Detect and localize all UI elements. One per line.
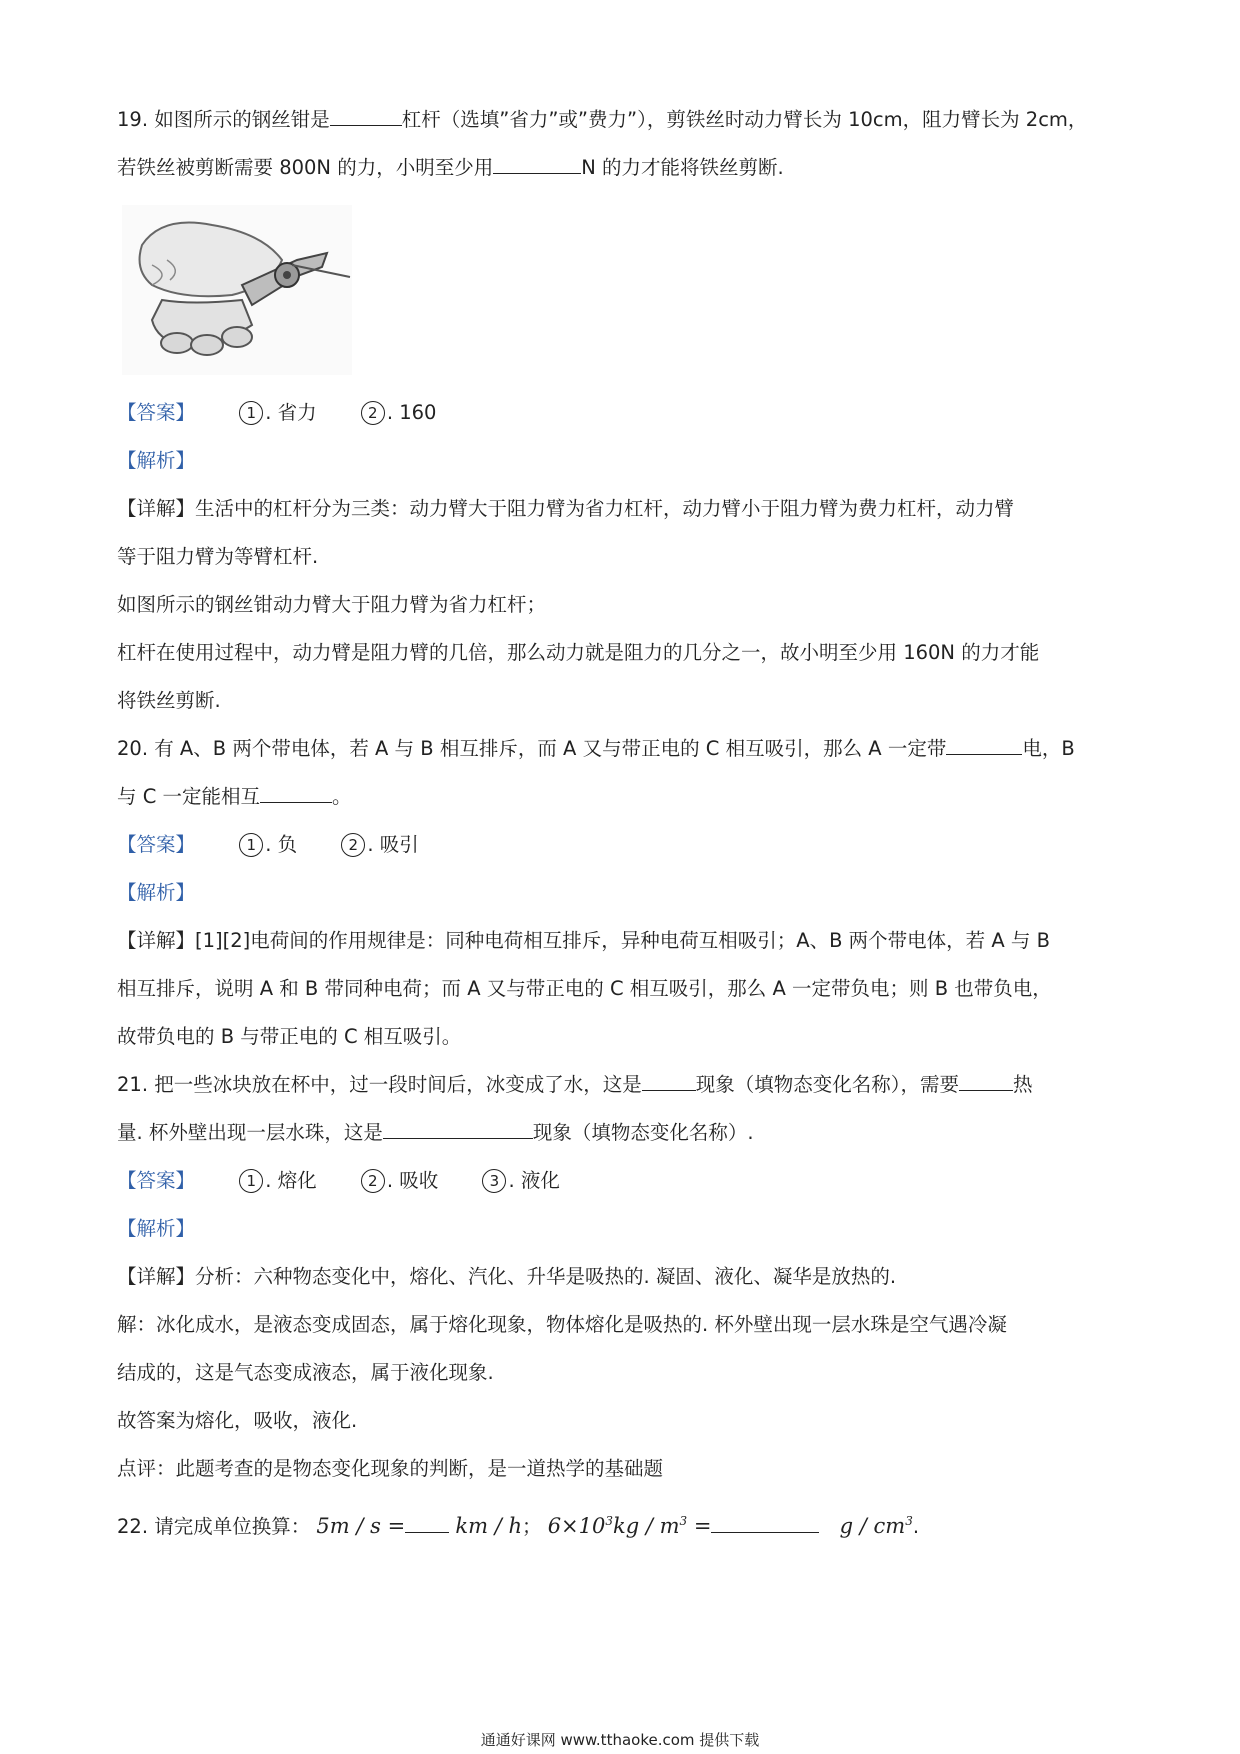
q20-blank-1 bbox=[946, 734, 1022, 755]
q22-line: 22. 请完成单位换算： 5m / s = km / h； $6\times 10^3kg / m^3 = g / cm^3$. bbox=[117, 1514, 920, 1538]
q21-line-2: 量. 杯外壁出现一层水珠，这是 现象（填物态变化名称）. bbox=[117, 1118, 754, 1148]
q20-detail-3: 故带负电的 B 与带正电的 C 相互吸引。 bbox=[117, 1025, 462, 1048]
q21-detail-2: 解：冰化成水，是液态变成固态，属于熔化现象，物体熔化是吸热的. 杯外壁出现一层水珠是空气遇冷凝 bbox=[117, 1313, 1007, 1336]
q21-analysis-label: 【解析】 bbox=[117, 1217, 196, 1240]
q19-detail-2: 等于阻力臂为等臂杠杆. bbox=[117, 545, 319, 568]
wire-pliers-figure bbox=[122, 205, 352, 375]
q22-blank-1 bbox=[405, 1512, 449, 1533]
q19-detail-3: 如图所示的钢丝钳动力臂大于阻力臂为省力杠杆； bbox=[117, 593, 547, 616]
footer: 通通好课网 www.tthaoke.com 提供下载 bbox=[480, 1731, 760, 1749]
q19-blank-2 bbox=[493, 153, 581, 174]
q19-answer: 【答案】 1 . 省力 2 . 160 bbox=[117, 401, 437, 424]
q21-detail-5: 点评：此题考查的是物态变化现象的判断，是一道热学的基础题 bbox=[117, 1457, 664, 1480]
q22-blank-2 bbox=[711, 1512, 819, 1533]
q21-detail-3: 结成的，这是气态变成液态，属于液化现象. bbox=[117, 1361, 494, 1384]
q19-line-1: 19. 如图所示的钢丝钳是 杠杆（选填”省力”或”费力”），剪铁丝时动力臂长为 10cm，阻力臂长为 2cm， bbox=[117, 105, 1087, 135]
q21-line-1: 21. 把一些冰块放在杯中，过一段时间后，冰变成了水，这是 现象（填物态变化名称），需要 热 bbox=[117, 1070, 1033, 1100]
q19-detail-5: 将铁丝剪断. bbox=[117, 689, 221, 712]
q21-detail-4: 故答案为熔化，吸收，液化. bbox=[117, 1409, 358, 1432]
q20-answer: 【答案】 1 . 负 2 . 吸引 bbox=[117, 833, 419, 856]
q20-line-1: 20. 有 A、B 两个带电体，若 A 与 B 相互排斥，而 A 又与带正电的 C 相互吸引，那么 A 一定带 电，B bbox=[117, 734, 1075, 764]
q21-blank-3 bbox=[383, 1118, 533, 1139]
q20-detail-2: 相互排斥，说明 A 和 B 带同种电荷；而 A 又与带正电的 C 相互吸引，那么 A 一定带负电；则 B 也带负电， bbox=[117, 977, 1052, 1000]
q21-detail-1: 【详解】分析：六种物态变化中，熔化、汽化、升华是吸热的. 凝固、液化、凝华是放热的. bbox=[117, 1265, 897, 1288]
q21-answer: 【答案】 1 . 熔化 2 . 吸收 3 . 液化 bbox=[117, 1169, 560, 1192]
q19-analysis-label: 【解析】 bbox=[117, 449, 196, 472]
q20-detail-1: 【详解】[1][2]电荷间的作用规律是：同种电荷相互排斥，异种电荷互相吸引；A、B 两个带电体，若 A 与 B bbox=[117, 929, 1050, 952]
q20-blank-2 bbox=[260, 782, 332, 803]
q19-detail-1: 【详解】生活中的杠杆分为三类：动力臂大于阻力臂为省力杠杆，动力臂小于阻力臂为费力杠杆，动力臂 bbox=[117, 497, 1015, 520]
q19-detail-4: 杠杆在使用过程中，动力臂是阻力臂的几倍，那么动力就是阻力的几分之一，故小明至少用 160N 的力才能 bbox=[117, 641, 1040, 664]
q19-line-2: 若铁丝被剪断需要 800N 的力，小明至少用 N 的力才能将铁丝剪断. bbox=[117, 153, 784, 183]
q21-blank-1 bbox=[642, 1070, 696, 1091]
q20-analysis-label: 【解析】 bbox=[117, 881, 196, 904]
q20-line-2: 与 C 一定能相互 。 bbox=[117, 782, 352, 812]
q21-blank-2 bbox=[959, 1070, 1013, 1091]
q19-blank-1 bbox=[330, 105, 402, 126]
